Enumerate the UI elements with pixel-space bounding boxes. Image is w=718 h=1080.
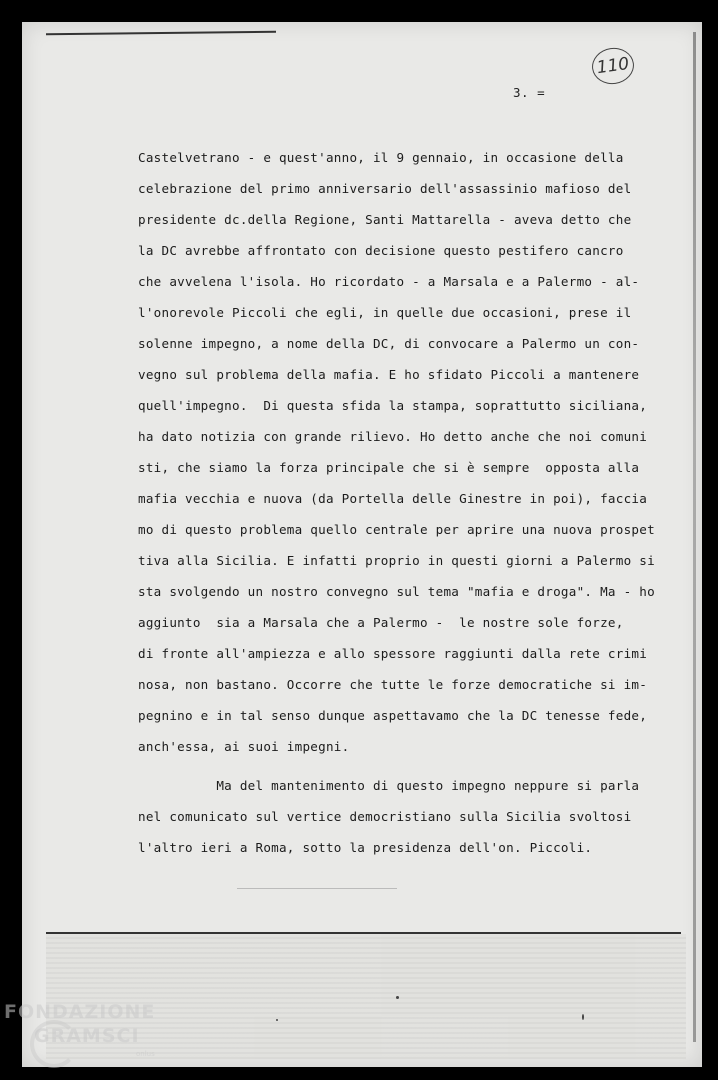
watermark-line1: FONDAZIONE xyxy=(4,1001,156,1023)
text-line: ha dato notizia con grande rilievo. Ho detto anche che noi comuni xyxy=(138,429,648,444)
fondazione-gramsci-watermark xyxy=(4,1000,155,1066)
text-line: di fronte all'ampiezza e allo spessore raggiunti dalla rete crimi xyxy=(138,646,648,661)
top-rule xyxy=(46,31,276,35)
text-line: solenne impegno, a nome della DC, di convocare a Palermo un con- xyxy=(138,336,640,351)
text-line: vegno sul problema della mafia. E ho sfidato Piccoli a mantenere xyxy=(138,367,640,382)
text-line: sti, che siamo la forza principale che si è sempre opposta alla xyxy=(138,460,640,475)
text-line: presidente dc.della Regione, Santi Mattarella - aveva detto che xyxy=(138,212,632,227)
archive-stamp-number: 110 xyxy=(590,45,637,86)
text-line: nel comunicato sul vertice democristiano sulla Sicilia svoltosi xyxy=(138,809,632,824)
text-line: anch'essa, ai suoi impegni. xyxy=(138,739,350,754)
document-body xyxy=(138,142,698,863)
text-line: Ma del mantenimento di questo impegno neppure si parla xyxy=(138,778,640,793)
speck xyxy=(582,1014,584,1020)
text-line: celebrazione del primo anniversario dell'assassinio mafioso del xyxy=(138,181,632,196)
paragraph-1 xyxy=(138,142,698,762)
speck xyxy=(396,996,399,999)
watermark-sub: onlus xyxy=(136,1050,155,1058)
text-line: pegnino e in tal senso dunque aspettavamo che la DC tenesse fede, xyxy=(138,708,648,723)
paragraph-2 xyxy=(138,770,698,863)
watermark-line2: GRAMSCI xyxy=(34,1025,140,1047)
text-line: la DC avrebbe affrontato con decisione questo pestifero cancro xyxy=(138,243,624,258)
text-line: l'altro ieri a Roma, sotto la presidenza dell'on. Piccoli. xyxy=(138,840,593,855)
text-line: mo di questo problema quello centrale per aprire una nuova prospet xyxy=(138,522,655,537)
text-line: tiva alla Sicilia. E infatti proprio in questi giorni a Palermo si xyxy=(138,553,655,568)
text-line: mafia vecchia e nuova (da Portella delle Ginestre in poi), faccia xyxy=(138,491,648,506)
text-line: quell'impegno. Di questa sfida la stampa, soprattutto siciliana, xyxy=(138,398,648,413)
faint-rule xyxy=(237,888,397,889)
gramsci-logo-icon xyxy=(30,1020,78,1068)
text-line: che avvelena l'isola. Ho ricordato - a Marsala e a Palermo - al- xyxy=(138,274,640,289)
text-line: sta svolgendo un nostro convegno sul tema "mafia e droga". Ma - ho xyxy=(138,584,655,599)
speck xyxy=(276,1019,278,1021)
text-line: l'onorevole Piccoli che egli, in quelle due occasioni, prese il xyxy=(138,305,632,320)
text-line: Castelvetrano - e quest'anno, il 9 gennaio, in occasione della xyxy=(138,150,624,165)
page-number: 3. = xyxy=(513,85,546,100)
document-page xyxy=(22,22,702,1067)
text-line: nosa, non bastano. Occorre che tutte le forze democratiche si im- xyxy=(138,677,648,692)
text-line: aggiunto sia a Marsala che a Palermo - le nostre sole forze, xyxy=(138,615,624,630)
